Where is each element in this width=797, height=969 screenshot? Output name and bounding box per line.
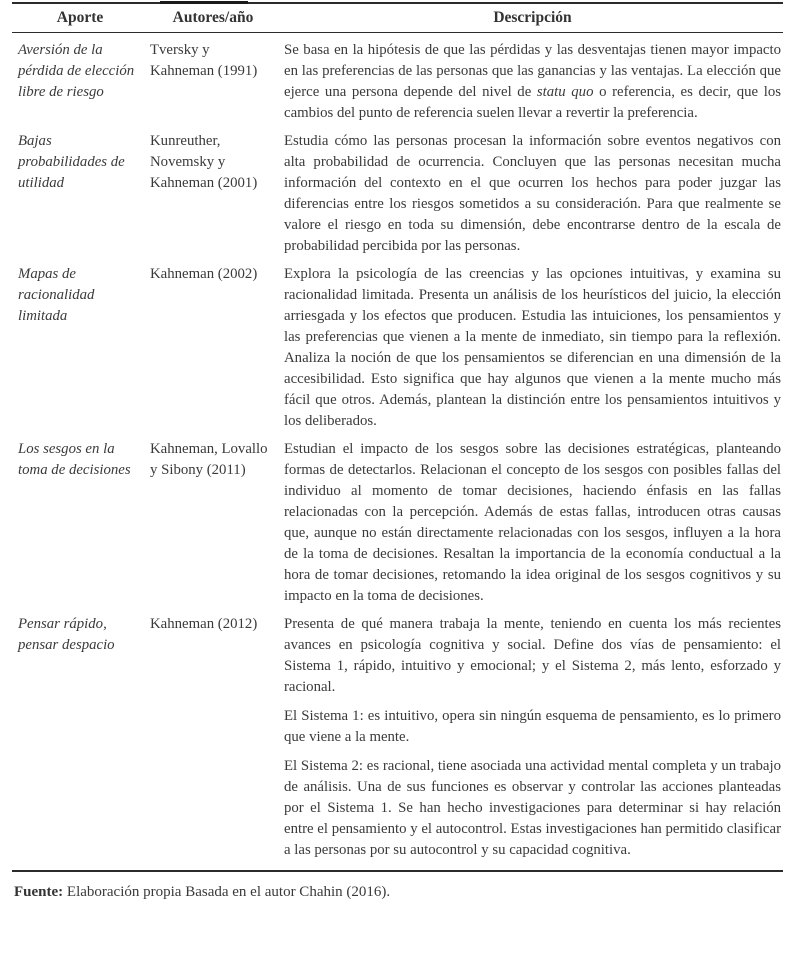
column-header-aporte: Aporte bbox=[56, 9, 104, 26]
aporte-cell: Mapas de racionalidad limitada bbox=[18, 266, 95, 324]
contributions-table bbox=[12, 2, 783, 872]
aporte-cell: Bajas probabilidades de utilidad bbox=[18, 133, 125, 191]
source-text: Elaboración propia Basada en el autor Chahin (2016). bbox=[66, 884, 391, 900]
column-header-autores: Autores/año bbox=[172, 9, 254, 26]
source-note bbox=[12, 884, 783, 901]
description-paragraph: Estudian el impacto de los sesgos sobre las decisiones estratégicas, planteando formas de detectarlos. Relacionan el concepto de los sesgos con posibles fallas del individuo al momento de tomar decisiones, haciendo énfasis en las fallas relacionadas con la percepción. Además de estas fallas, introducen otras causas que, aunque no están directamente relacionadas con los sesgos, influyen a la hora de la toma de decisiones. Resaltan la importancia de la economía conductual a la hora de tomar decisiones, retomando la idea original de los sesgos cognitivos y su impacto en la toma de decisiones. bbox=[284, 441, 781, 604]
description-text-segment: Se basa en la hipótesis de que las pérdidas y las desventajas tienen mayor impacto en las preferencias de las personas que las ganancias y las ventajas. La elección que ejerce una persona depende del nivel de bbox=[284, 42, 781, 100]
description-paragraph: Estudia cómo las personas procesan la información sobre eventos negativos con alta probabilidad de ocurrencia. Concluyen que las personas necesitan mucha información del contexto en el que ocurren los hechos para poder juzgar las diferencias entre los riesgos sometidos a su consideración. Para que realmente se valore el riesgo en toda su dimensión, debe encontrarse dentro de la escala de probabilidad percibida por las personas. bbox=[284, 133, 781, 254]
descripcion-cell bbox=[284, 40, 781, 124]
descripcion-cell bbox=[284, 439, 781, 607]
scan-artifact-line bbox=[160, 1, 248, 4]
descripcion-cell bbox=[284, 264, 781, 432]
statu-quo-italic-term: statu quo bbox=[536, 84, 594, 100]
table-row bbox=[12, 33, 783, 124]
aporte-cell: Pensar rápido, pensar despacio bbox=[18, 616, 115, 653]
autores-cell: Kahneman (2012) bbox=[150, 616, 258, 632]
table-row bbox=[12, 607, 783, 861]
descripcion-cell bbox=[284, 131, 781, 257]
source-label: Fuente: bbox=[14, 884, 64, 900]
autores-cell: Kunreuther, Novemsky y Kahneman (2001) bbox=[150, 133, 258, 191]
column-header-descripcion: Descripción bbox=[493, 9, 572, 26]
table-row bbox=[12, 432, 783, 607]
table-header-row bbox=[12, 4, 783, 33]
table-row bbox=[12, 124, 783, 257]
table-row bbox=[12, 257, 783, 432]
description-paragraph: Explora la psicología de las creencias y las opciones intuitivas, y examina su racionalidad limitada. Presenta un análisis de los heurísticos del juicio, la elección arriesgada y los efectos que producen. Estudia las intuiciones, los pensamientos y las preferencias que vienen a la mente de inmediato, sin tiempo para la reflexión. Analiza la noción de que los pensamientos se diferencian en una dimensión de la accesibilidad. Esto significa que hay algunos que vienen a la mente mucho más fácil que otros. Además, plantean la distinción entre los pensamientos intuitivos y los deliberados. bbox=[284, 266, 781, 429]
description-paragraph bbox=[284, 40, 781, 124]
description-paragraph: El Sistema 1: es intuitivo, opera sin ningún esquema de pensamiento, es lo primero que viene a la mente. bbox=[284, 708, 781, 745]
autores-cell: Kahneman, Lovallo y Sibony (2011) bbox=[150, 441, 268, 478]
descripcion-cell bbox=[284, 614, 781, 861]
description-text-segment: o referencia, es decir, que los cambios del punto de referencia suelen llevar a revertir la preferencia. bbox=[284, 84, 782, 121]
autores-cell: Kahneman (2002) bbox=[150, 266, 258, 282]
autores-cell: Tversky y Kahneman (1991) bbox=[150, 42, 258, 79]
description-paragraph: Presenta de qué manera trabaja la mente, teniendo en cuenta los más recientes avances en psicología cognitiva y social. Define dos vías de pensamiento: el Sistema 1, rápido, intuitivo y emocional; y el Sistema 2, más lento, esforzado y racional. bbox=[284, 616, 781, 695]
aporte-cell: Los sesgos en la toma de decisiones bbox=[18, 441, 131, 478]
aporte-cell: Aversión de la pérdida de elección libre de riesgo bbox=[18, 42, 135, 100]
description-paragraph: El Sistema 2: es racional, tiene asociada una actividad mental completa y un trabajo de análisis. Una de sus funciones es observar y controlar las acciones planteadas por el Sistema 1. Se han hecho investigaciones para determinar si hay relación entre el pensamiento y el autocontrol. Estas investigaciones han permitido clasificar a las personas por su autocontrol y su capacidad cognitiva. bbox=[284, 758, 781, 858]
